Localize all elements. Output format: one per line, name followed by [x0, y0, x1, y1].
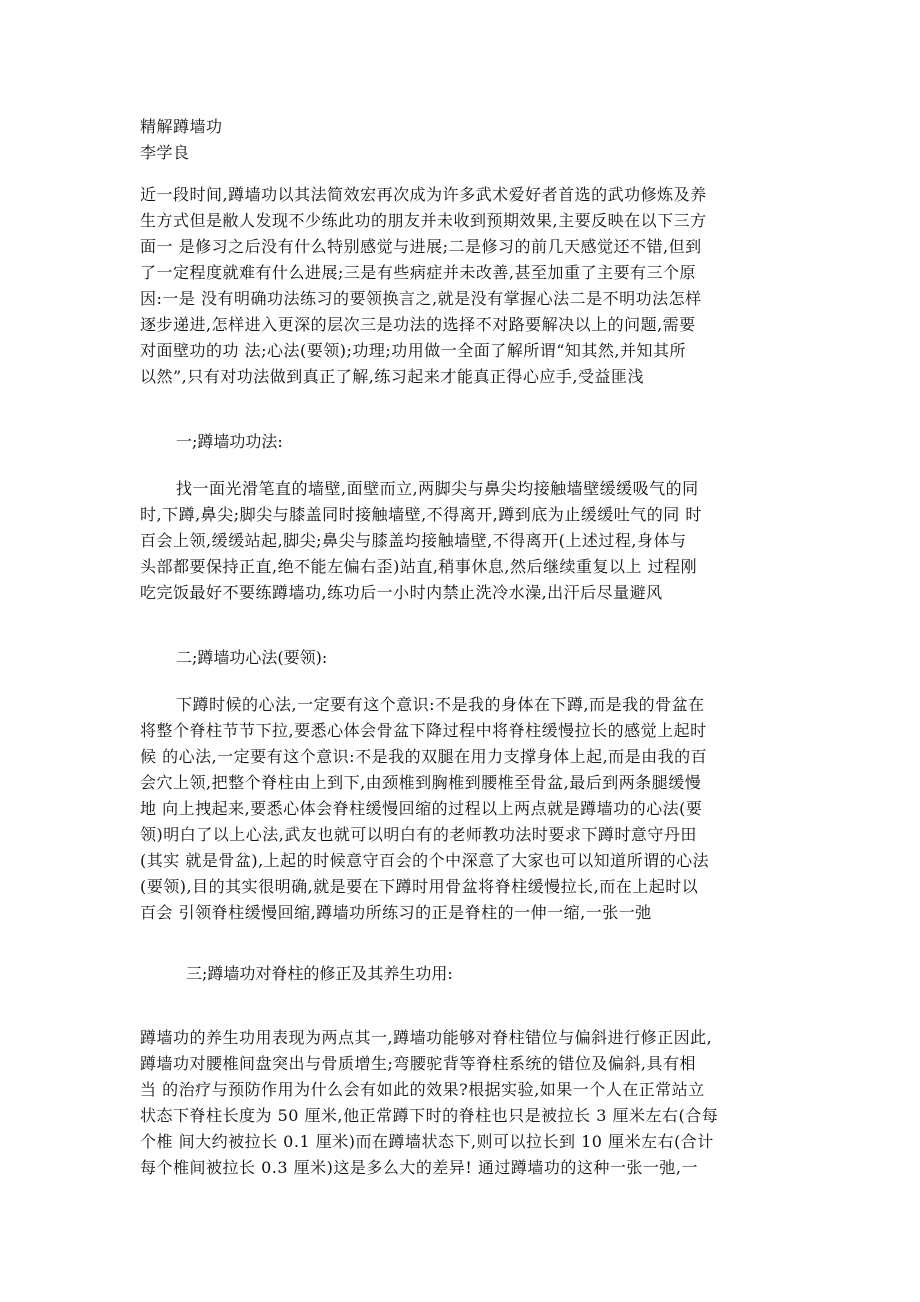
paragraph-line: (要领),目的其实很明确,就是要在下蹲时用骨盆将脊柱缓慢拉长,而在上起时以 — [140, 877, 699, 896]
paragraph-line: (其实 就是骨盆),上起的时候意守百会的个中深意了大家也可以知道所谓的心法 — [140, 851, 710, 870]
paragraph-line: 面一 是修习之后没有什么特别感觉与进展;二是修习的前几天感觉还不错,但到 — [140, 237, 702, 256]
document-title: 精解蹲墙功 — [140, 117, 223, 136]
paragraph-line: 每个椎间被拉长 0.3 厘米)这是多么大的差异! 通过蹲墙功的这种一张一弛,一 — [140, 1158, 698, 1177]
paragraph-line: 蹲墙功的养生功用表现为两点其一,蹲墙功能够对脊柱错位与偏斜进行修正因此, — [140, 1028, 713, 1047]
section-3-paragraph — [140, 1025, 780, 1181]
section-2-paragraph — [140, 692, 780, 926]
paragraph-line: 对面壁功的功 法;心法(要领);功理;功用做一全面了解所谓“知其然,并知其所 — [140, 341, 687, 360]
paragraph-line: 了一定程度就难有什么进展;三是有些病症并未改善,甚至加重了主要有三个原 — [140, 263, 696, 282]
paragraph-line: 百会 引领脊柱缓慢回缩,蹲墙功所练习的正是脊柱的一伸一缩,一张一弛 — [140, 903, 652, 922]
section-1-heading: 一;蹲墙功功法: — [176, 432, 283, 451]
section-3-heading: 三;蹲墙功对脊柱的修正及其养生功用: — [186, 964, 453, 983]
document-author: 李学良 — [140, 143, 190, 162]
paragraph-line: 将整个脊柱节节下拉,要悉心体会骨盆下降过程中将脊柱缓慢拉长的感觉上起时 — [140, 721, 707, 740]
paragraph-line: 时,下蹲,鼻尖;脚尖与膝盖同时接触墙壁,不得离开,蹲到底为止缓缓吐气的同 时 — [140, 505, 702, 524]
paragraph-line: 领)明白了以上心法,武友也就可以明白有的老师教功法时要求下蹲时意守丹田 — [140, 825, 697, 844]
paragraph-line: 候 的心法,一定要有这个意识:不是我的双腿在用力支撑身体上起,而是由我的百 — [140, 747, 708, 766]
paragraph-line: 头部都要保持正直,绝不能左偏右歪)站直,稍事休息,然后继续重复以上 过程刚 — [140, 557, 698, 576]
paragraph-line: 下蹲时候的心法,一定要有这个意识:不是我的身体在下蹲,而是我的骨盆在 — [176, 695, 705, 714]
paragraph-line: 个椎 间大约被拉长 0.1 厘米)而在蹲墙状态下,则可以拉长到 10 厘米左右(合计 — [140, 1132, 714, 1151]
paragraph-line: 百会上领,缓缓站起,脚尖;鼻尖与膝盖均接触墙壁,不得离开(上述过程,身体与 — [140, 531, 687, 550]
paragraph-line: 蹲墙功对腰椎间盘突出与骨质增生;弯腰驼背等脊柱系统的错位及偏斜,具有相 — [140, 1054, 696, 1073]
paragraph-line: 因:一是 没有明确功法练习的要领换言之,就是没有掌握心法二是不明功法怎样 — [140, 289, 702, 308]
intro-paragraph — [140, 182, 780, 390]
paragraph-line: 逐步递进,怎样进入更深的层次三是功法的选择不对路要解决以上的问题,需要 — [140, 315, 696, 334]
paragraph-line: 当 的治疗与预防作用为什么会有如此的效果?根据实验,如果一个人在正常站立 — [140, 1080, 705, 1099]
paragraph-line: 状态下脊柱长度为 50 厘米,他正常蹲下时的脊柱也只是被拉长 3 厘米左右(合每 — [140, 1106, 719, 1125]
paragraph-line: 找一面光滑笔直的墙壁,面壁而立,两脚尖与鼻尖均接触墙壁缓缓吸气的同 — [176, 479, 699, 498]
paragraph-line: 会穴上领,把整个脊柱由上到下,由颈椎到胸椎到腰椎至骨盆,最后到两条腿缓慢 — [140, 773, 702, 792]
paragraph-line: 以然”,只有对功法做到真正了解,练习起来才能真正得心应手,受益匪浅 — [140, 367, 644, 386]
paragraph-line: 吃完饭最好不要练蹲墙功,练功后一小时内禁止洗冷水澡,出汗后尽量避风 — [140, 583, 663, 602]
section-2-heading: 二;蹲墙功心法(要领): — [176, 648, 328, 667]
section-1-paragraph — [140, 476, 780, 606]
paragraph-line: 生方式但是敝人发现不少练此功的朋友并未收到预期效果,主要反映在以下三方 — [140, 211, 707, 230]
paragraph-line: 近一段时间,蹲墙功以其法简效宏再次成为许多武术爱好者首选的武功修炼及养 — [140, 185, 707, 204]
paragraph-line: 地 向上拽起来,要悉心体会脊柱缓慢回缩的过程以上两点就是蹲墙功的心法(要 — [140, 799, 703, 818]
title-block — [140, 114, 780, 166]
